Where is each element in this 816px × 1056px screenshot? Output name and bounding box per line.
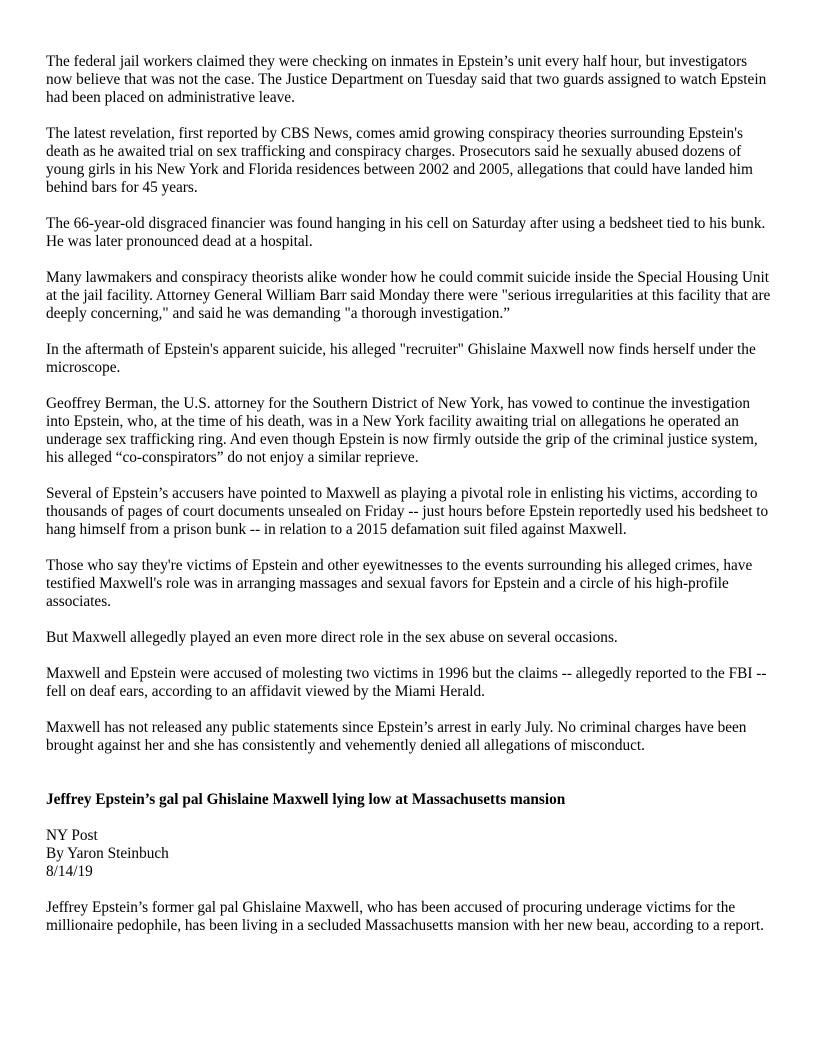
paragraph-berman: Geoffrey Berman, the U.S. attorney for the Southern District of New York, has vowed to continue the investigation into Epstein, who, at the time of his death, was in a New York facility awaiting trial on allegations he operated an underage sex trafficking ring. And even though Epstein is now firmly outside the grip of the criminal justice system, his alleged “co-conspirators” do not enjoy a similar reprieve. — [46, 395, 758, 466]
paragraph-victims-testimony: Those who say they're victims of Epstein and other eyewitnesses to the events surrounding his alleged crimes, have testified Maxwell's role was in arranging massages and sexual favors for Epstein and a circle of his high-profile associates. — [46, 557, 753, 610]
paragraph-aftermath: In the aftermath of Epstein's apparent suicide, his alleged "recruiter" Ghislaine Maxwell now finds herself under the microscope. — [46, 341, 756, 376]
paragraph-direct-role: But Maxwell allegedly played an even more direct role in the sex abuse on several occasions. — [46, 629, 618, 646]
paragraph-1996-claims: Maxwell and Epstein were accused of molesting two victims in 1996 but the claims -- allegedly reported to the FBI -- fell on deaf ears, according to an affidavit viewed by the Miami Herald. — [46, 665, 767, 700]
paragraph-no-statements: Maxwell has not released any public statements since Epstein’s arrest in early July. No criminal charges have been brought against her and she has consistently and vehemently denied all allegations of misconduct. — [46, 719, 747, 754]
article-source: NY Post — [46, 827, 98, 844]
document-page — [46, 53, 774, 953]
article-lead-paragraph: Jeffrey Epstein’s former gal pal Ghislaine Maxwell, who has been accused of procuring underage victims for the millionaire pedophile, has been living in a secluded Massachusetts mansion with her new beau, according to a report. — [46, 899, 764, 934]
paragraph-found-hanging: The 66-year-old disgraced financier was found hanging in his cell on Saturday after using a bedsheet tied to his bunk. He was later pronounced dead at a hospital. — [46, 215, 766, 250]
section-spacer — [46, 773, 774, 791]
article-author: By Yaron Steinbuch — [46, 845, 169, 862]
article-headline: Jeffrey Epstein’s gal pal Ghislaine Maxwell lying low at Massachusetts mansion — [46, 791, 566, 808]
article-byline — [46, 827, 774, 881]
paragraph-cbs-revelation: The latest revelation, first reported by CBS News, comes amid growing conspiracy theories surrounding Epstein's death as he awaited trial on sex trafficking and conspiracy charges. Prosecutors said he sexually abused dozens of young girls in his New York and Florida residences between 2002 and 2005, allegations that could have landed him behind bars for 45 years. — [46, 125, 753, 196]
paragraph-jail-workers: The federal jail workers claimed they were checking on inmates in Epstein’s unit every half hour, but investigators now believe that was not the case. The Justice Department on Tuesday said that two guards assigned to watch Epstein had been placed on administrative leave. — [46, 53, 767, 106]
paragraph-accusers: Several of Epstein’s accusers have pointed to Maxwell as playing a pivotal role in enlisting his victims, according to thousands of pages of court documents unsealed on Friday -- just hours before Epstein reportedly used his bedsheet to hang himself from a prison bunk -- in relation to a 2015 defamation suit filed against Maxwell. — [46, 485, 769, 538]
paragraph-lawmakers: Many lawmakers and conspiracy theorists alike wonder how he could commit suicide inside the Special Housing Unit at the jail facility. Attorney General William Barr said Monday there were "serious irregularities at this facility that are deeply concerning," and said he was demanding "a thorough investigation.” — [46, 269, 771, 322]
article-date: 8/14/19 — [46, 863, 93, 880]
